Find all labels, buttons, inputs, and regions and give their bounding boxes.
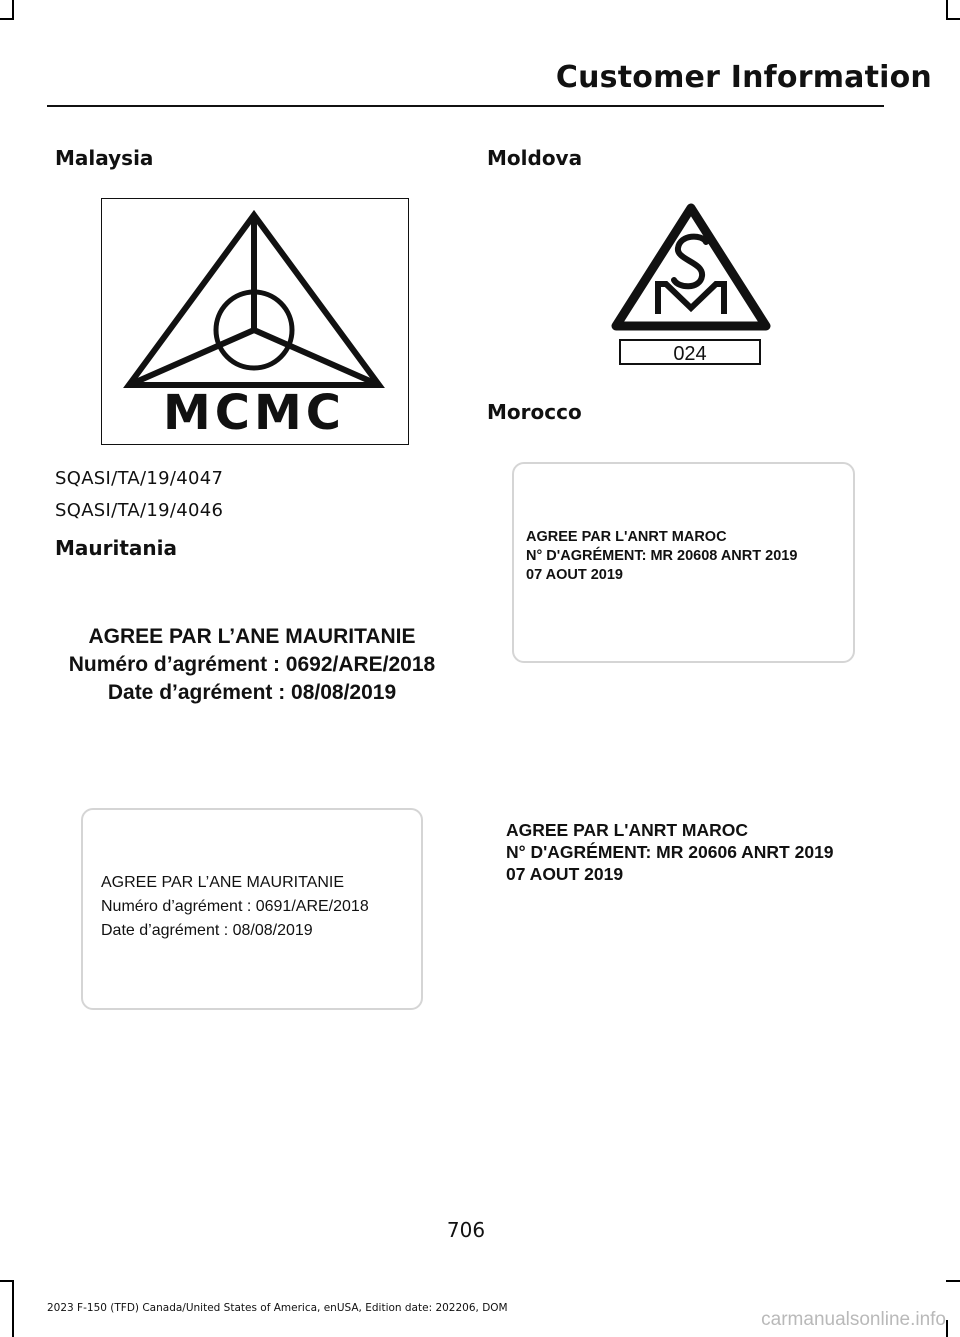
mcmc-logo-mark (102, 199, 407, 443)
mcmc-logo-text: MCMC (163, 385, 345, 441)
malaysia-code: SQASI/TA/19/4047 (55, 468, 224, 489)
mcmc-logo (101, 198, 409, 445)
morocco-label-line: N° D'AGRÉMENT: MR 20606 ANRT 2019 (506, 842, 834, 862)
page-title: Customer Information (555, 60, 932, 95)
morocco-box-line: AGREE PAR L'ANRT MAROC (526, 529, 727, 545)
mauritania-label-line: Numéro d’agrément : 0692/ARE/2018 (68, 653, 436, 676)
mauritania-label-line: AGREE PAR L’ANE MAURITANIE (88, 625, 416, 648)
crop-mark (12, 1280, 14, 1337)
watermark: carmanualsonline.info (761, 1309, 946, 1330)
crop-mark (0, 1280, 14, 1282)
section-heading-mauritania: Mauritania (55, 536, 178, 560)
morocco-label-line: 07 AOUT 2019 (506, 864, 624, 884)
malaysia-code: SQASI/TA/19/4046 (55, 500, 224, 521)
section-heading-morocco: Morocco (487, 400, 582, 424)
mauritania-box-line: AGREE PAR L’ANE MAURITANIE (101, 874, 345, 891)
crop-mark (946, 1280, 960, 1282)
moldova-mark-number: 024 (673, 343, 707, 365)
mauritania-label-box (81, 808, 423, 1010)
page-number: 706 (446, 1218, 486, 1242)
crop-mark (946, 0, 948, 20)
moldova-sm-mark-graphic (606, 198, 776, 373)
mauritania-label-line: Date d’agrément : 08/08/2019 (107, 681, 397, 704)
crop-mark (12, 0, 14, 20)
crop-mark (0, 18, 14, 20)
moldova-sm-mark (606, 198, 776, 373)
crop-mark (946, 1320, 948, 1337)
header-rule (47, 105, 884, 107)
morocco-label-box (512, 462, 855, 663)
morocco-box-line: 07 AOUT 2019 (526, 567, 623, 583)
mauritania-box-line: Numéro d’agrément : 0691/ARE/2018 (101, 898, 369, 915)
edition-footer: 2023 F-150 (TFD) Canada/United States of America, enUSA, Edition date: 202206, DOM (47, 1302, 508, 1314)
section-heading-moldova: Moldova (487, 146, 583, 170)
crop-mark (946, 18, 960, 20)
morocco-label-line: AGREE PAR L'ANRT MAROC (506, 820, 749, 840)
mauritania-box-line: Date d’agrément : 08/08/2019 (101, 922, 313, 939)
section-heading-malaysia: Malaysia (55, 146, 154, 170)
morocco-box-line: N° D'AGRÉMENT: MR 20608 ANRT 2019 (526, 548, 798, 564)
